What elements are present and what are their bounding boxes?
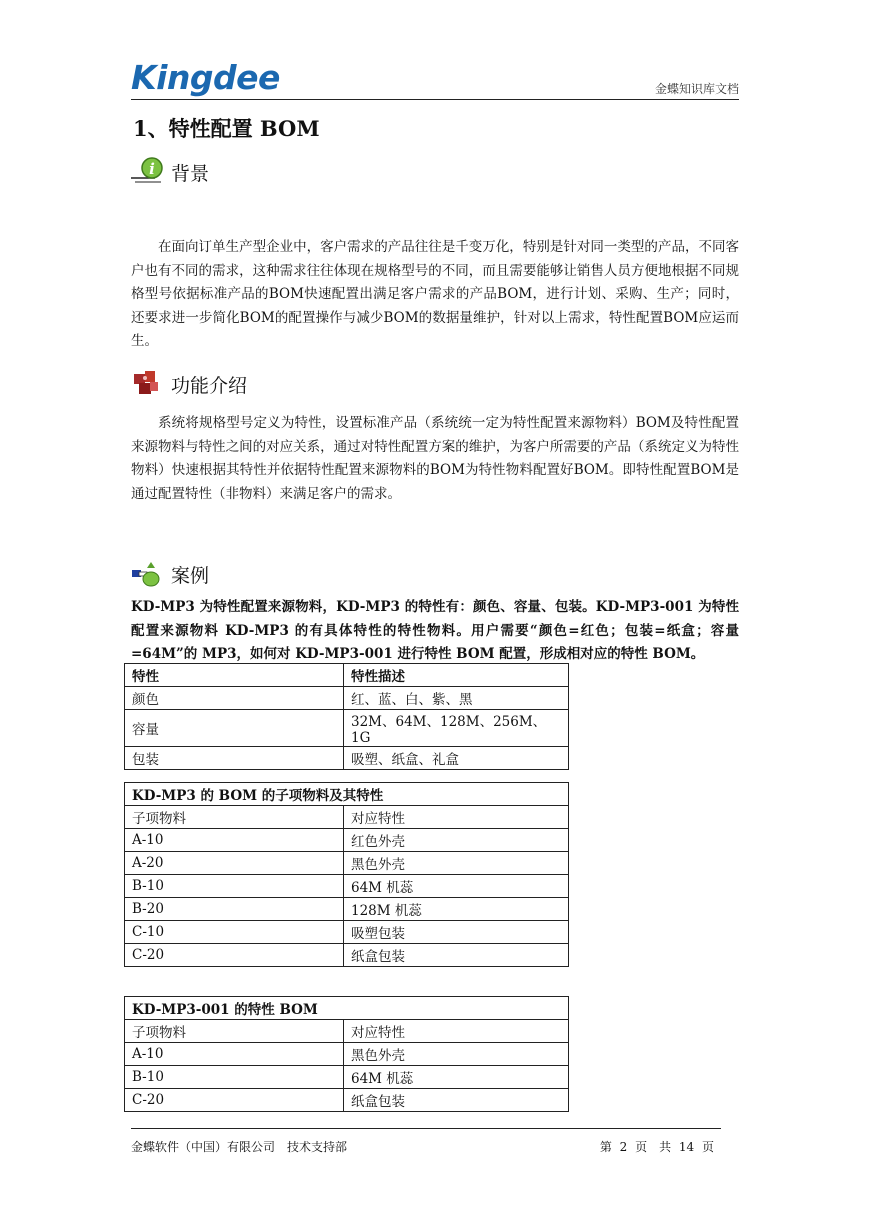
footer-divider xyxy=(131,1128,721,1129)
table-cell: 吸塑包装 xyxy=(344,921,569,944)
table-cell: C-20 xyxy=(125,944,344,967)
table-caption-row xyxy=(125,783,569,806)
table-row xyxy=(125,1043,569,1066)
table-header-cell: 子项物料 xyxy=(125,1020,344,1043)
header-divider xyxy=(131,99,739,100)
table-cell: A-10 xyxy=(125,829,344,852)
table-cell: 64M 机蕊 xyxy=(344,1066,569,1089)
table-cell: 容量 xyxy=(125,710,344,747)
table-caption: KD-MP3 的 BOM 的子项物料及其特性 xyxy=(125,783,569,806)
bom-children-table xyxy=(124,782,569,967)
table-header-cell: 对应特性 xyxy=(344,806,569,829)
table-cell: 128M 机蕊 xyxy=(344,898,569,921)
handshake-icon xyxy=(131,558,163,590)
footer-page-number: 第 2 页 共 14 页 xyxy=(599,1140,714,1154)
page-title: 1、特性配置 BOM xyxy=(133,116,320,141)
table-cell: A-20 xyxy=(125,852,344,875)
case-paragraph: KD-MP3 为特性配置来源物料，KD-MP3 的特性有：颜色、容量、包装。KD-MP3-001 为特性配置来源物料 KD-MP3 的有具体特性的特性物料。用户需要“颜色=红色；包装=纸盒；容量=64M”的 MP3，如何对 KD-MP3-001 进行特性 BOM 配置，形成相对应的特性 BOM。 xyxy=(131,599,739,662)
info-icon xyxy=(131,156,163,188)
section-background-heading xyxy=(131,156,209,188)
feature-bom-table xyxy=(124,996,569,1112)
table-row xyxy=(125,875,569,898)
table-header-cell: 对应特性 xyxy=(344,1020,569,1043)
table-caption-row xyxy=(125,997,569,1020)
table-cell: 颜色 xyxy=(125,687,344,710)
table-cell: 红、蓝、白、紫、黑 xyxy=(344,687,569,710)
table-cell: C-20 xyxy=(125,1089,344,1112)
table-header-cell: 特性 xyxy=(125,664,344,687)
header-doc-label: 金蝶知识库文档 xyxy=(654,82,739,96)
section-features-title: 功能介绍 xyxy=(171,374,248,397)
section-case-title: 案例 xyxy=(171,564,210,587)
table-header-row xyxy=(125,664,569,687)
kingdee-logo: Kingdee xyxy=(131,58,280,97)
table-cell: C-10 xyxy=(125,921,344,944)
section-features-heading xyxy=(131,368,247,400)
table-cell: 64M 机蕊 xyxy=(344,875,569,898)
section-case-heading xyxy=(131,558,209,590)
table-cell: 纸盒包装 xyxy=(344,1089,569,1112)
table-row xyxy=(125,898,569,921)
table-row xyxy=(125,829,569,852)
table-caption: KD-MP3-001 的特性 BOM xyxy=(125,997,569,1020)
features-paragraph: 系统将规格型号定义为特性，设置标准产品（系统统一定为特性配置来源物料）BOM及特性配置来源物料与特性之间的对应关系，通过对特性配置方案的维护，为客户所需要的产品（系统定义为特性物料）快速根据其特性并依据特性配置来源物料的BOM为特性物料配置好BOM。即特性配置BOM是通过配置特性（非物料）来满足客户的需求。 xyxy=(131,415,739,502)
table-cell: 纸盒包装 xyxy=(344,944,569,967)
table-cell: B-10 xyxy=(125,1066,344,1089)
table-row xyxy=(125,852,569,875)
table-cell: 黑色外壳 xyxy=(344,1043,569,1066)
table-row xyxy=(125,921,569,944)
table-row xyxy=(125,747,569,770)
table-row xyxy=(125,1089,569,1112)
svg-text:i: i xyxy=(149,160,155,178)
table-row xyxy=(125,944,569,967)
puzzle-icon xyxy=(131,368,163,400)
table-cell: A-10 xyxy=(125,1043,344,1066)
table-cell: B-10 xyxy=(125,875,344,898)
table-cell: 包装 xyxy=(125,747,344,770)
features-table xyxy=(124,663,569,770)
table-header-row xyxy=(125,1020,569,1043)
table-header-row xyxy=(125,806,569,829)
table-header-cell: 特性描述 xyxy=(344,664,569,687)
table-cell: 32M、64M、128M、256M、1G xyxy=(344,710,569,747)
background-paragraph: 在面向订单生产型企业中，客户需求的产品往往是千变万化，特别是针对同一类型的产品，不同客户也有不同的需求，这种需求往往体现在规格型号的不同，而且需要能够让销售人员方便地根据不同规格型号依据标准产品的BOM快速配置出满足客户需求的产品BOM，进行计划、采购、生产；同时，还要求进一步简化BOM的配置操作与减少BOM的数据量维护，针对以上需求，特性配置BOM应运而生。 xyxy=(131,239,739,349)
table-row xyxy=(125,687,569,710)
table-cell: 黑色外壳 xyxy=(344,852,569,875)
section-background-title: 背景 xyxy=(171,162,210,185)
table-cell: 吸塑、纸盒、礼盒 xyxy=(344,747,569,770)
footer-company: 金蝶软件（中国）有限公司 技术支持部 xyxy=(131,1140,348,1154)
table-header-cell: 子项物料 xyxy=(125,806,344,829)
table-row xyxy=(125,1066,569,1089)
table-cell: 红色外壳 xyxy=(344,829,569,852)
table-cell: B-20 xyxy=(125,898,344,921)
table-row xyxy=(125,710,569,747)
